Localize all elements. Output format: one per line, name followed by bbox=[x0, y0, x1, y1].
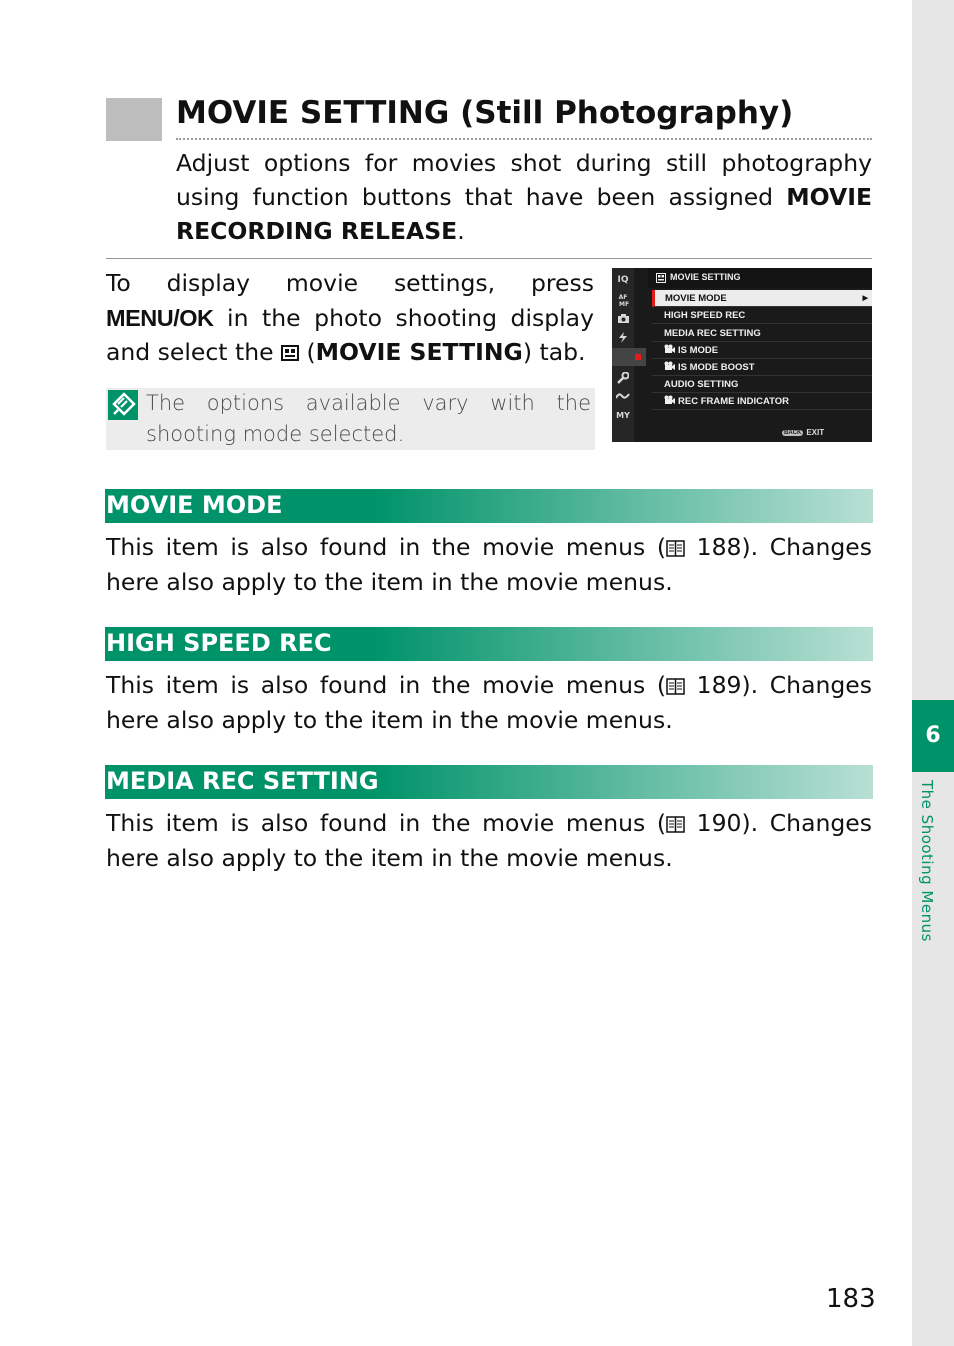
section-body-text: ). Changes here also apply to the item in the movie menus. bbox=[106, 671, 872, 734]
display-text-3: ( bbox=[299, 338, 316, 366]
movie-setting-tab-name: MOVIE SETTING bbox=[315, 338, 523, 366]
page-reference-icon bbox=[666, 540, 685, 557]
intro-bold-term: MOVIE RECORDING RELEASE bbox=[176, 183, 872, 245]
section-header-high-speed-rec bbox=[105, 627, 873, 661]
menu-item-label: IS MODE bbox=[678, 345, 719, 356]
section-divider bbox=[106, 258, 872, 259]
page-number: 183 bbox=[826, 1284, 876, 1314]
section-body-movie-mode bbox=[106, 530, 872, 600]
page-reference-link[interactable]: 188 bbox=[696, 533, 742, 561]
section-header-media-rec-setting bbox=[105, 765, 873, 799]
page-reference-link[interactable]: 189 bbox=[696, 671, 742, 699]
menu-item-audio-setting[interactable] bbox=[652, 376, 872, 393]
menu-item-is-mode-boost[interactable] bbox=[652, 359, 872, 376]
display-text-2: in the photo shooting display and select the bbox=[106, 303, 594, 366]
menu-item-label: MOVIE MODE bbox=[665, 293, 727, 304]
menu-ok-button-label: MENU/OK bbox=[106, 304, 214, 331]
camera-menu-screenshot bbox=[612, 268, 872, 442]
display-text-4: ) tab. bbox=[522, 338, 586, 366]
back-button-badge: BACK bbox=[784, 430, 802, 436]
exit-label: EXIT bbox=[806, 428, 825, 437]
my-menu-tab-icon: MY bbox=[616, 411, 630, 420]
section-body-text: ). Changes here also apply to the item in the movie menus. bbox=[106, 809, 872, 872]
intro-paragraph bbox=[176, 146, 872, 248]
display-instructions bbox=[106, 266, 594, 370]
page-reference-icon bbox=[666, 816, 685, 833]
menu-item-label: HIGH SPEED REC bbox=[664, 310, 746, 321]
menu-item-label: MEDIA REC SETTING bbox=[664, 328, 761, 339]
submenu-arrow-icon: ▶ bbox=[862, 295, 868, 302]
section-body-text: This item is also found in the movie menus ( bbox=[106, 809, 667, 837]
menu-item-label: AUDIO SETTING bbox=[664, 379, 739, 390]
intro-text: Adjust options for movies shot during still photography using function buttons that have been assigned bbox=[176, 149, 872, 211]
page-reference-icon bbox=[666, 678, 685, 695]
menu-item-media-rec-setting[interactable] bbox=[652, 325, 872, 342]
page-reference-link[interactable]: 190 bbox=[696, 809, 742, 837]
menu-item-label: IS MODE BOOST bbox=[678, 362, 755, 373]
movie-setting-tab-icon bbox=[281, 344, 299, 362]
wave-tab-icon bbox=[616, 392, 630, 400]
menu-item-label: REC FRAME INDICATOR bbox=[678, 396, 790, 407]
chapter-label: The Shooting Menus bbox=[918, 780, 936, 942]
menu-item-high-speed-rec[interactable] bbox=[652, 307, 872, 324]
chapter-number-tab: 6 bbox=[912, 700, 954, 772]
af-mf-tab-icon: AF MF bbox=[616, 294, 630, 308]
section-title: HIGH SPEED REC bbox=[106, 629, 332, 657]
note-icon bbox=[108, 390, 138, 420]
movie-setting-header-icon bbox=[656, 273, 666, 283]
section-title: MEDIA REC SETTING bbox=[106, 767, 379, 795]
section-body-high-speed-rec bbox=[106, 668, 872, 738]
menu-item-is-mode[interactable] bbox=[652, 342, 872, 359]
section-body-text: ). Changes here also apply to the item in the movie menus. bbox=[106, 533, 872, 596]
note-box bbox=[106, 388, 595, 450]
section-title: MOVIE MODE bbox=[106, 491, 283, 519]
iq-tab-icon: IQ bbox=[617, 275, 629, 285]
menu-item-movie-mode[interactable] bbox=[652, 290, 872, 307]
movie-icon bbox=[664, 395, 676, 404]
title-divider bbox=[176, 138, 872, 140]
flash-tab-icon bbox=[619, 332, 627, 343]
section-body-text: This item is also found in the movie menus ( bbox=[106, 671, 667, 699]
page-title: MOVIE SETTING (Still Photography) bbox=[176, 95, 794, 131]
wrench-tab-icon bbox=[617, 372, 629, 384]
camera-tab-icon bbox=[618, 314, 629, 323]
menu-item-rec-frame-indicator[interactable] bbox=[652, 393, 872, 410]
chapter-sidebar bbox=[912, 0, 954, 1346]
movie-icon bbox=[664, 361, 676, 370]
movie-icon bbox=[664, 344, 676, 353]
camera-menu-title: MOVIE SETTING bbox=[670, 272, 741, 282]
display-text-1: To display movie settings, press bbox=[106, 269, 594, 297]
title-marker-box bbox=[106, 98, 162, 141]
intro-end: . bbox=[457, 217, 465, 245]
section-body-text: This item is also found in the movie menus ( bbox=[106, 533, 667, 561]
section-body-media-rec-setting bbox=[106, 806, 872, 876]
note-text: The options available vary with the shooting mode selected. bbox=[146, 391, 591, 446]
section-header-movie-mode bbox=[105, 489, 873, 523]
camera-menu-footer bbox=[782, 428, 824, 437]
selected-tab-marker bbox=[635, 354, 641, 360]
